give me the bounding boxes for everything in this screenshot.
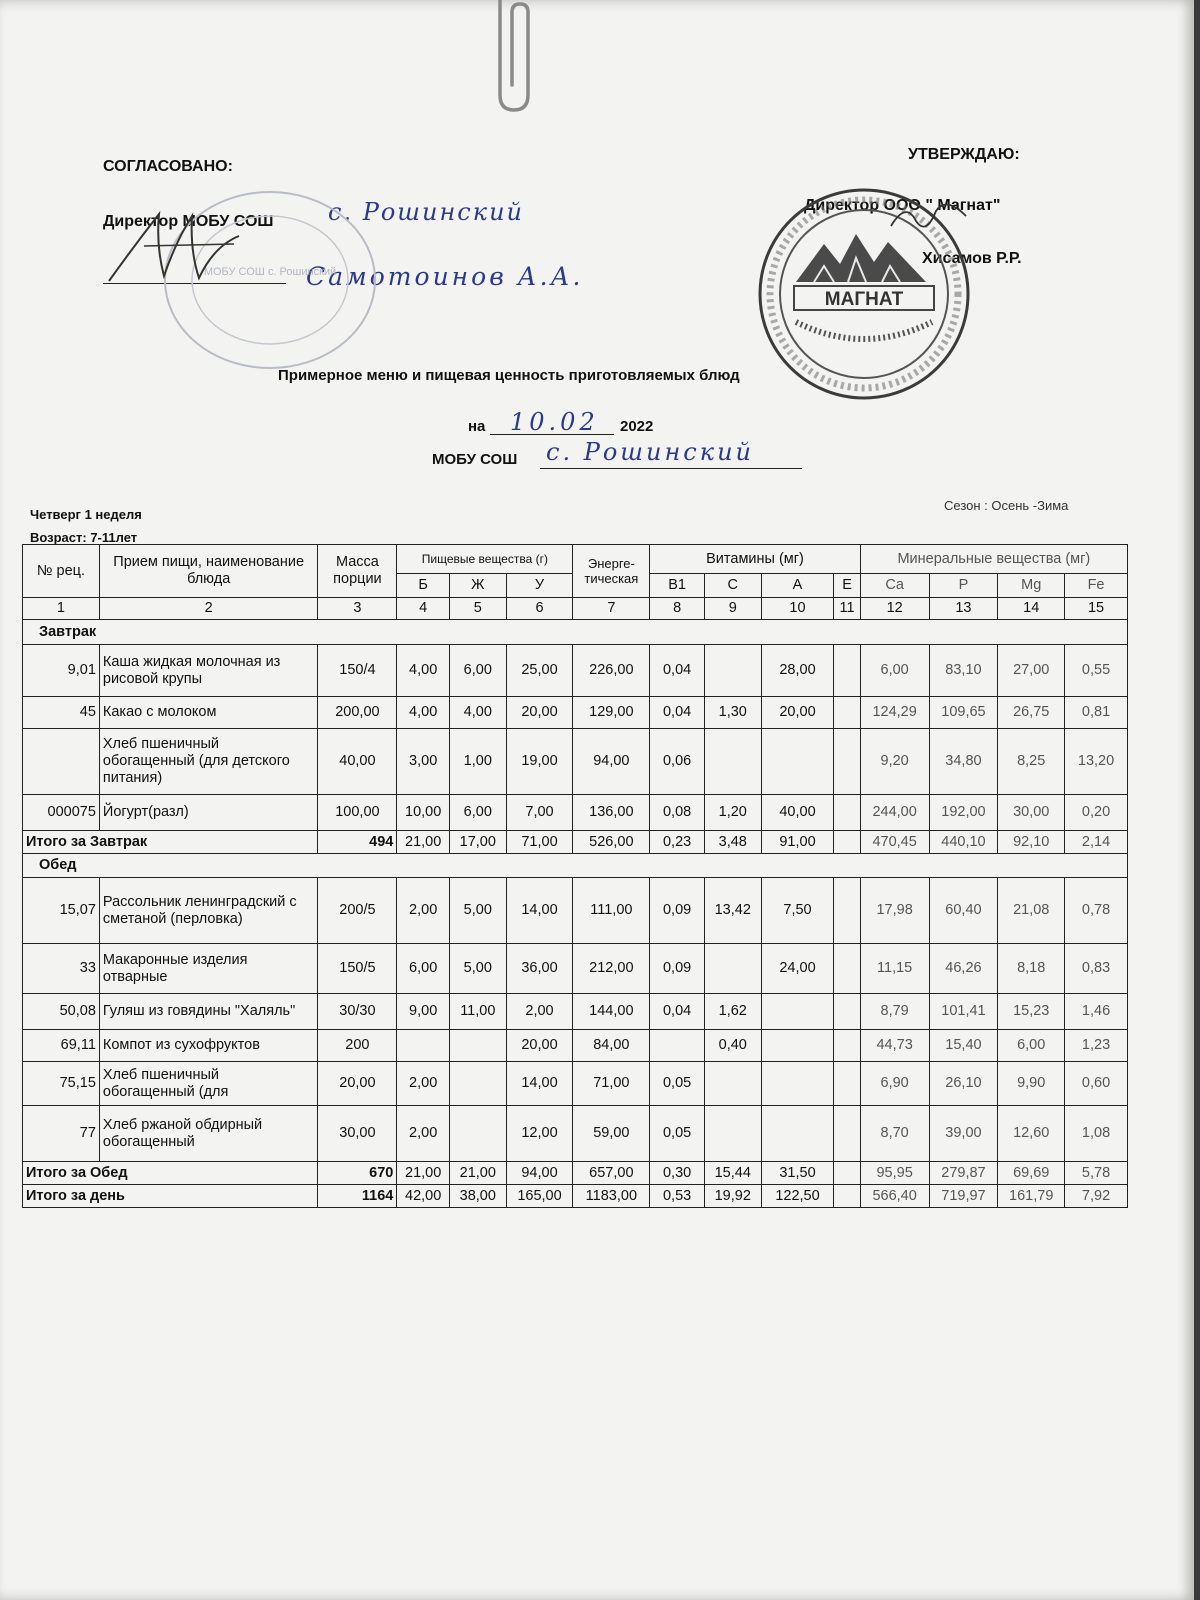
dish-name: Рассольник ленинградский с сметаной (перловка) <box>99 878 318 944</box>
vit-b1: 0,30 <box>650 1162 705 1185</box>
protein: 21,00 <box>397 831 450 854</box>
agreed-handwritten-name: Самотоинов А.А. <box>306 262 584 291</box>
vit-a: 20,00 <box>761 697 834 729</box>
carbs: 20,00 <box>506 697 573 729</box>
energy: 226,00 <box>573 645 650 697</box>
vit-e <box>834 795 860 831</box>
section-lunch: Обед <box>23 854 1128 878</box>
vit-b1: 0,05 <box>650 1062 705 1106</box>
header-e: Е <box>834 574 860 598</box>
carbs: 12,00 <box>506 1106 573 1162</box>
vit-e <box>834 1162 860 1185</box>
header-u: У <box>506 574 573 598</box>
calcium: 244,00 <box>860 795 929 831</box>
total-label: Итого за день <box>23 1185 318 1208</box>
table-row <box>23 795 1128 831</box>
recipe-number: 33 <box>23 944 100 994</box>
phosphorus: 60,40 <box>929 878 998 944</box>
phosphorus: 192,00 <box>929 795 998 831</box>
director-signature <box>104 206 254 286</box>
iron: 0,81 <box>1065 697 1128 729</box>
vit-c: 19,92 <box>704 1185 761 1208</box>
column-number: 11 <box>834 598 860 620</box>
magnesium: 161,79 <box>998 1185 1065 1208</box>
lunch-total <box>23 1162 1128 1185</box>
total-row <box>23 1162 1128 1185</box>
energy: 136,00 <box>573 795 650 831</box>
vit-b1: 0,09 <box>650 878 705 944</box>
carbs: 14,00 <box>506 1062 573 1106</box>
calcium: 470,45 <box>860 831 929 854</box>
protein <box>397 1030 450 1062</box>
phosphorus: 39,00 <box>929 1106 998 1162</box>
agreed-handwritten-place: с. Рошинский <box>328 198 524 226</box>
recipe-number: 9,01 <box>23 645 100 697</box>
column-number: 14 <box>998 598 1065 620</box>
school-label: МОБУ СОШ <box>432 451 518 468</box>
menu-table <box>22 544 1128 1208</box>
calcium: 9,20 <box>860 729 929 795</box>
vit-e <box>834 994 860 1030</box>
carbs: 20,00 <box>506 1030 573 1062</box>
energy: 1183,00 <box>573 1185 650 1208</box>
header-zh: Ж <box>449 574 506 598</box>
fat <box>449 1030 506 1062</box>
school-handwritten: с. Рошинский <box>546 438 754 466</box>
calcium: 11,15 <box>860 944 929 994</box>
vit-b1: 0,04 <box>650 645 705 697</box>
magnesium: 30,00 <box>998 795 1065 831</box>
portion-mass: 150/5 <box>318 944 397 994</box>
header-mass: Масса порции <box>318 545 397 598</box>
magnesium: 27,00 <box>998 645 1065 697</box>
header-fe: Fe <box>1065 574 1128 598</box>
portion-mass: 20,00 <box>318 1062 397 1106</box>
fat: 6,00 <box>449 645 506 697</box>
protein: 42,00 <box>397 1185 450 1208</box>
carbs: 2,00 <box>506 994 573 1030</box>
vit-c <box>704 1062 761 1106</box>
calcium: 6,00 <box>860 645 929 697</box>
vit-e <box>834 1030 860 1062</box>
vit-a: 7,50 <box>761 878 834 944</box>
phosphorus: 719,97 <box>929 1185 998 1208</box>
header-p: P <box>929 574 998 598</box>
calcium: 17,98 <box>860 878 929 944</box>
magnesium: 15,23 <box>998 994 1065 1030</box>
magnesium: 12,60 <box>998 1106 1065 1162</box>
dish-name: Хлеб ржаной обдирный обогащенный <box>99 1106 318 1162</box>
school-underline <box>540 468 802 469</box>
dish-name: Хлеб пшеничный обогащенный (для <box>99 1062 318 1106</box>
header-mg: Mg <box>998 574 1065 598</box>
header-nutrients: Пищевые вещества (г) <box>397 545 573 574</box>
magnesium: 8,18 <box>998 944 1065 994</box>
table-row <box>23 1030 1128 1062</box>
table-row <box>23 697 1128 729</box>
vit-a: 91,00 <box>761 831 834 854</box>
phosphorus: 440,10 <box>929 831 998 854</box>
protein: 4,00 <box>397 697 450 729</box>
energy: 657,00 <box>573 1162 650 1185</box>
header-dish: Прием пищи, наименование блюда <box>99 545 318 598</box>
age-label: Возраст: 7-11лет <box>30 530 138 545</box>
magnesium: 92,10 <box>998 831 1065 854</box>
dish-name: Йогурт(разл) <box>99 795 318 831</box>
vit-a <box>761 1106 834 1162</box>
dish-name: Каша жидкая молочная из рисовой крупы <box>99 645 318 697</box>
energy: 84,00 <box>573 1030 650 1062</box>
protein: 4,00 <box>397 645 450 697</box>
protein: 21,00 <box>397 1162 450 1185</box>
total-row <box>23 1185 1128 1208</box>
vit-a <box>761 994 834 1030</box>
dish-name: Какао с молоком <box>99 697 318 729</box>
vit-e <box>834 1106 860 1162</box>
calcium: 6,90 <box>860 1062 929 1106</box>
table-row <box>23 1062 1128 1106</box>
vit-c <box>704 729 761 795</box>
header-minerals: Минеральные вещества (мг) <box>860 545 1127 574</box>
header-energy: Энерге-тическая <box>573 545 650 598</box>
carbs: 25,00 <box>506 645 573 697</box>
vit-b1: 0,09 <box>650 944 705 994</box>
iron: 2,14 <box>1065 831 1128 854</box>
vit-c: 1,30 <box>704 697 761 729</box>
phosphorus: 46,26 <box>929 944 998 994</box>
vit-c <box>704 1106 761 1162</box>
fat: 1,00 <box>449 729 506 795</box>
iron: 1,46 <box>1065 994 1128 1030</box>
vit-c: 1,20 <box>704 795 761 831</box>
calcium: 124,29 <box>860 697 929 729</box>
dish-name: Компот из сухофруктов <box>99 1030 318 1062</box>
fat: 21,00 <box>449 1162 506 1185</box>
carbs: 36,00 <box>506 944 573 994</box>
header-num: № рец. <box>23 545 100 598</box>
phosphorus: 101,41 <box>929 994 998 1030</box>
day-label: Четверг 1 неделя <box>30 507 142 522</box>
calcium: 95,95 <box>860 1162 929 1185</box>
portion-mass: 1164 <box>318 1185 397 1208</box>
iron: 1,08 <box>1065 1106 1128 1162</box>
energy: 212,00 <box>573 944 650 994</box>
column-number: 5 <box>449 598 506 620</box>
column-number: 7 <box>573 598 650 620</box>
header-b1: В1 <box>650 574 705 598</box>
company-stamp-text: МАГНАТ <box>824 289 904 310</box>
table-row <box>23 994 1128 1030</box>
column-number: 10 <box>761 598 834 620</box>
energy: 111,00 <box>573 878 650 944</box>
vit-e <box>834 697 860 729</box>
column-number: 12 <box>860 598 929 620</box>
protein: 10,00 <box>397 795 450 831</box>
table-row <box>23 1106 1128 1162</box>
column-number: 15 <box>1065 598 1128 620</box>
header-a: А <box>761 574 834 598</box>
vit-a <box>761 1062 834 1106</box>
iron: 1,23 <box>1065 1030 1128 1062</box>
phosphorus: 26,10 <box>929 1062 998 1106</box>
recipe-number <box>23 729 100 795</box>
vit-c: 0,40 <box>704 1030 761 1062</box>
header-b: Б <box>397 574 450 598</box>
magnesium: 9,90 <box>998 1062 1065 1106</box>
breakfast-rows <box>23 645 1128 831</box>
dish-name: Макаронные изделия отварные <box>99 944 318 994</box>
vit-e <box>834 729 860 795</box>
carbs: 19,00 <box>506 729 573 795</box>
energy: 129,00 <box>573 697 650 729</box>
carbs: 165,00 <box>506 1185 573 1208</box>
protein: 9,00 <box>397 994 450 1030</box>
portion-mass: 200,00 <box>318 697 397 729</box>
carbs: 94,00 <box>506 1162 573 1185</box>
portion-mass: 100,00 <box>318 795 397 831</box>
fat: 17,00 <box>449 831 506 854</box>
iron: 5,78 <box>1065 1162 1128 1185</box>
iron: 0,20 <box>1065 795 1128 831</box>
portion-mass: 200 <box>318 1030 397 1062</box>
portion-mass: 40,00 <box>318 729 397 795</box>
protein: 2,00 <box>397 1062 450 1106</box>
protein: 2,00 <box>397 878 450 944</box>
vit-c: 15,44 <box>704 1162 761 1185</box>
portion-mass: 494 <box>318 831 397 854</box>
fat <box>449 1062 506 1106</box>
portion-mass: 670 <box>318 1162 397 1185</box>
column-number: 6 <box>506 598 573 620</box>
phosphorus: 109,65 <box>929 697 998 729</box>
vit-b1: 0,04 <box>650 994 705 1030</box>
vit-b1: 0,06 <box>650 729 705 795</box>
fat: 6,00 <box>449 795 506 831</box>
energy: 144,00 <box>573 994 650 1030</box>
iron: 0,78 <box>1065 878 1128 944</box>
column-number: 2 <box>99 598 318 620</box>
recipe-number: 75,15 <box>23 1062 100 1106</box>
magnesium: 69,69 <box>998 1162 1065 1185</box>
carbs: 14,00 <box>506 878 573 944</box>
recipe-number: 77 <box>23 1106 100 1162</box>
header-c: С <box>704 574 761 598</box>
vit-c <box>704 944 761 994</box>
magnesium: 26,75 <box>998 697 1065 729</box>
protein: 6,00 <box>397 944 450 994</box>
vit-b1: 0,04 <box>650 697 705 729</box>
carbs: 7,00 <box>506 795 573 831</box>
vit-a: 28,00 <box>761 645 834 697</box>
lunch-rows <box>23 878 1128 1162</box>
school-stamp-text: МОБУ СОШ с. Рошинский <box>203 266 337 278</box>
recipe-number: 50,08 <box>23 994 100 1030</box>
dish-name: Гуляш из говядины "Халяль" <box>99 994 318 1030</box>
vit-c <box>704 645 761 697</box>
document-title: Примерное меню и пищевая ценность приготовляемых блюд <box>278 367 740 384</box>
approve-signature <box>886 196 976 236</box>
column-number-row <box>23 598 1128 620</box>
date-handwritten: 10.02 <box>510 408 599 436</box>
table-row <box>23 729 1128 795</box>
vit-a: 24,00 <box>761 944 834 994</box>
vit-a <box>761 1030 834 1062</box>
magnesium: 8,25 <box>998 729 1065 795</box>
portion-mass: 30/30 <box>318 994 397 1030</box>
vit-b1: 0,05 <box>650 1106 705 1162</box>
total-label: Итого за Обед <box>23 1162 318 1185</box>
energy: 71,00 <box>573 1062 650 1106</box>
paperclip-icon <box>492 0 536 115</box>
day-total <box>23 1185 1128 1208</box>
vit-c: 1,62 <box>704 994 761 1030</box>
phosphorus: 83,10 <box>929 645 998 697</box>
iron: 7,92 <box>1065 1185 1128 1208</box>
vit-a: 40,00 <box>761 795 834 831</box>
fat: 38,00 <box>449 1185 506 1208</box>
fat: 5,00 <box>449 878 506 944</box>
iron: 0,55 <box>1065 645 1128 697</box>
magnesium: 21,08 <box>998 878 1065 944</box>
column-number: 3 <box>318 598 397 620</box>
recipe-number: 45 <box>23 697 100 729</box>
header-ca: Ca <box>860 574 929 598</box>
vit-e <box>834 878 860 944</box>
vit-e <box>834 1185 860 1208</box>
protein: 2,00 <box>397 1106 450 1162</box>
vit-e <box>834 944 860 994</box>
carbs: 71,00 <box>506 831 573 854</box>
recipe-number: 000075 <box>23 795 100 831</box>
energy: 94,00 <box>573 729 650 795</box>
vit-b1: 0,08 <box>650 795 705 831</box>
fat <box>449 1106 506 1162</box>
approve-director-name: Хисамов Р.Р. <box>922 250 1022 267</box>
iron: 0,60 <box>1065 1062 1128 1106</box>
agreed-title: СОГЛАСОВАНО: <box>103 158 233 175</box>
vit-b1: 0,53 <box>650 1185 705 1208</box>
vit-a <box>761 729 834 795</box>
vit-b1: 0,23 <box>650 831 705 854</box>
fat: 4,00 <box>449 697 506 729</box>
vit-a: 122,50 <box>761 1185 834 1208</box>
season-label: Сезон : Осень -Зима <box>944 498 1069 513</box>
section-breakfast: Завтрак <box>23 620 1128 645</box>
table-row <box>23 645 1128 697</box>
vit-e <box>834 831 860 854</box>
total-row <box>23 831 1128 854</box>
table-row <box>23 878 1128 944</box>
portion-mass: 30,00 <box>318 1106 397 1162</box>
recipe-number: 15,07 <box>23 878 100 944</box>
energy: 526,00 <box>573 831 650 854</box>
protein: 3,00 <box>397 729 450 795</box>
phosphorus: 15,40 <box>929 1030 998 1062</box>
calcium: 44,73 <box>860 1030 929 1062</box>
calcium: 566,40 <box>860 1185 929 1208</box>
magnesium: 6,00 <box>998 1030 1065 1062</box>
approve-director-line: Директор ООО " Магнат" <box>804 197 1001 214</box>
column-number: 9 <box>704 598 761 620</box>
vit-b1 <box>650 1030 705 1062</box>
portion-mass: 150/4 <box>318 645 397 697</box>
breakfast-total <box>23 831 1128 854</box>
recipe-number: 69,11 <box>23 1030 100 1062</box>
column-number: 8 <box>650 598 705 620</box>
column-number: 13 <box>929 598 998 620</box>
table-row <box>23 944 1128 994</box>
date-prefix: на <box>468 418 486 435</box>
phosphorus: 279,87 <box>929 1162 998 1185</box>
vit-e <box>834 1062 860 1106</box>
dish-name: Хлеб пшеничный обогащенный (для детского питания) <box>99 729 318 795</box>
fat: 5,00 <box>449 944 506 994</box>
iron: 0,83 <box>1065 944 1128 994</box>
agreed-director-line: Директор МОБУ СОШ <box>103 213 274 230</box>
calcium: 8,70 <box>860 1106 929 1162</box>
vit-e <box>834 645 860 697</box>
column-number: 1 <box>23 598 100 620</box>
iron: 13,20 <box>1065 729 1128 795</box>
vit-c: 3,48 <box>704 831 761 854</box>
calcium: 8,79 <box>860 994 929 1030</box>
vit-c: 13,42 <box>704 878 761 944</box>
date-year: 2022 <box>620 418 654 435</box>
fat: 11,00 <box>449 994 506 1030</box>
column-number: 4 <box>397 598 450 620</box>
approve-title: УТВЕРЖДАЮ: <box>908 146 1020 163</box>
header-vitamins: Витамины (мг) <box>650 545 860 574</box>
portion-mass: 200/5 <box>318 878 397 944</box>
phosphorus: 34,80 <box>929 729 998 795</box>
total-label: Итого за Завтрак <box>23 831 318 854</box>
vit-a: 31,50 <box>761 1162 834 1185</box>
energy: 59,00 <box>573 1106 650 1162</box>
